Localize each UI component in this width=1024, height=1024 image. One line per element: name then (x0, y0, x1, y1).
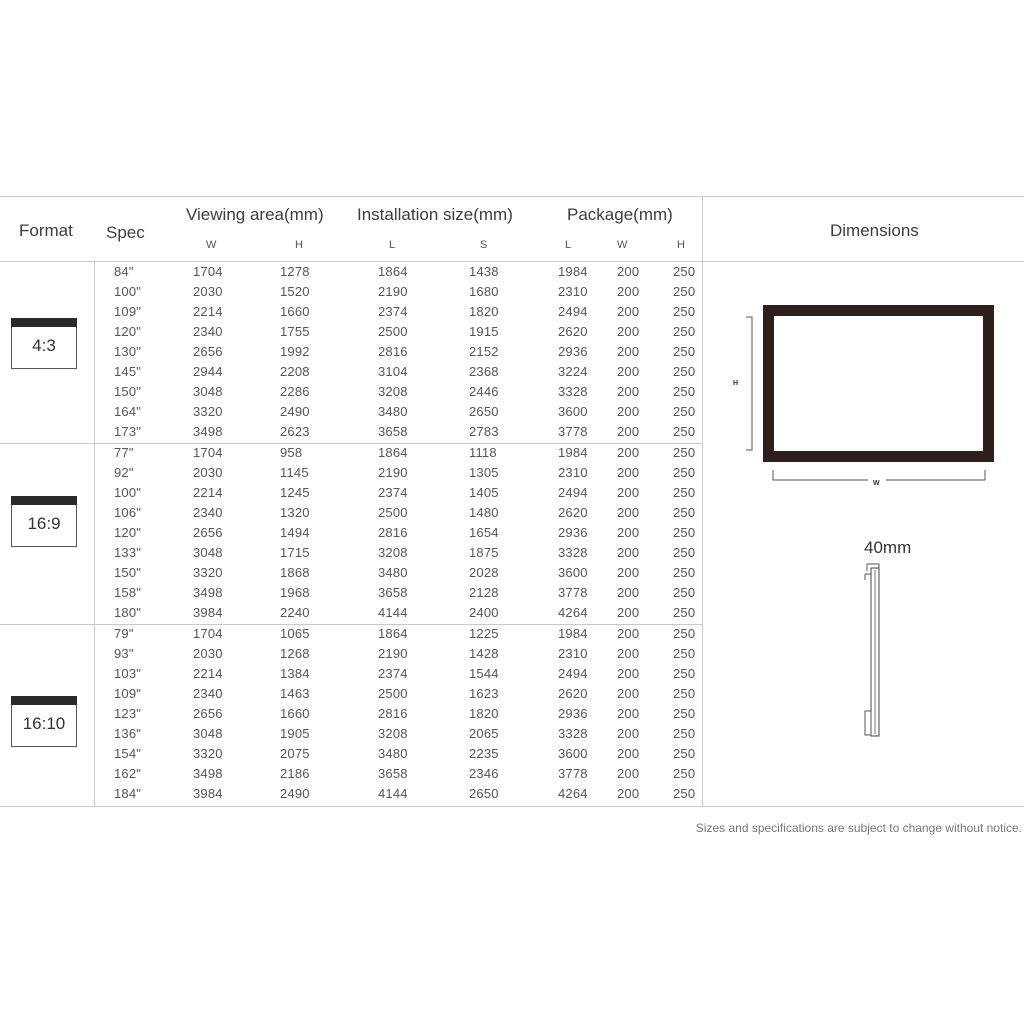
cell-spec: 77" (114, 445, 134, 460)
cell-install-l: 2374 (378, 666, 408, 681)
cell-package-h: 250 (673, 485, 696, 500)
format-label: 16:9 (27, 514, 61, 533)
cell-package-l: 2936 (558, 344, 588, 359)
format-badge-4-3 (11, 318, 77, 369)
cell-package-l: 2310 (558, 465, 588, 480)
cell-install-l: 3658 (378, 585, 408, 600)
subheader-viewing-h: H (295, 239, 303, 251)
cell-package-h: 250 (673, 284, 696, 299)
cell-install-l: 2500 (378, 324, 408, 339)
cell-viewing-h: 2075 (280, 746, 310, 761)
cell-viewing-h: 1320 (280, 505, 310, 520)
cell-package-w: 200 (617, 666, 640, 681)
subheader-viewing-w: W (206, 239, 217, 251)
cell-package-l: 4264 (558, 786, 588, 801)
cell-package-l: 3328 (558, 726, 588, 741)
cell-install-l: 2500 (378, 686, 408, 701)
cell-viewing-h: 2240 (280, 605, 310, 620)
table-top-border (0, 196, 1024, 197)
cell-package-l: 2620 (558, 324, 588, 339)
cell-package-w: 200 (617, 364, 640, 379)
cell-package-l: 3328 (558, 545, 588, 560)
cell-viewing-h: 1905 (280, 726, 310, 741)
cell-package-h: 250 (673, 324, 696, 339)
cell-package-w: 200 (617, 565, 640, 580)
cell-viewing-w: 2340 (193, 505, 223, 520)
cell-spec: 109" (114, 686, 142, 701)
format-badge-16-10 (11, 696, 77, 747)
cell-viewing-w: 3320 (193, 404, 223, 419)
cell-viewing-h: 1868 (280, 565, 310, 580)
cell-spec: 130" (114, 344, 142, 359)
cell-install-s: 1680 (469, 284, 499, 299)
cell-install-l: 4144 (378, 786, 408, 801)
cell-package-h: 250 (673, 304, 696, 319)
cell-install-l: 2374 (378, 304, 408, 319)
cell-install-l: 1864 (378, 264, 408, 279)
cell-install-s: 1915 (469, 324, 499, 339)
cell-install-s: 2065 (469, 726, 499, 741)
cell-spec: 103" (114, 666, 142, 681)
cell-viewing-w: 3048 (193, 726, 223, 741)
cell-install-s: 1305 (469, 465, 499, 480)
cell-package-l: 2620 (558, 505, 588, 520)
cell-spec: 79" (114, 626, 134, 641)
header-package: Package(mm) (567, 205, 673, 224)
cell-package-h: 250 (673, 706, 696, 721)
cell-install-s: 1118 (469, 445, 497, 460)
subheader-package-h: H (677, 239, 685, 251)
cell-package-h: 250 (673, 264, 696, 279)
cell-package-h: 250 (673, 364, 696, 379)
cell-spec: 162" (114, 766, 142, 781)
cell-spec: 106" (114, 505, 142, 520)
screen-viewing-area (774, 316, 983, 451)
cell-install-s: 2235 (469, 746, 499, 761)
cell-package-w: 200 (617, 585, 640, 600)
cell-viewing-w: 2214 (193, 304, 223, 319)
cell-package-l: 3600 (558, 746, 588, 761)
cell-package-w: 200 (617, 505, 640, 520)
cell-install-l: 3480 (378, 746, 408, 761)
group-divider-1 (0, 443, 702, 444)
subheader-install-s: S (480, 239, 488, 251)
footnote: Sizes and specifications are subject to change without notice. (695, 821, 1022, 835)
cell-package-l: 3600 (558, 404, 588, 419)
subheader-install-l: L (389, 239, 396, 251)
cell-viewing-w: 3984 (193, 786, 223, 801)
cell-package-w: 200 (617, 384, 640, 399)
cell-package-l: 2620 (558, 686, 588, 701)
cell-package-w: 200 (617, 264, 640, 279)
cell-install-s: 1438 (469, 264, 499, 279)
format-badge-bar (11, 496, 77, 505)
cell-install-s: 1875 (469, 545, 499, 560)
cell-package-w: 200 (617, 344, 640, 359)
cell-spec: 93" (114, 646, 134, 661)
cell-package-w: 200 (617, 786, 640, 801)
cell-package-l: 3224 (558, 364, 588, 379)
cell-viewing-h: 1968 (280, 585, 310, 600)
cell-spec: 184" (114, 786, 142, 801)
cell-package-h: 250 (673, 384, 696, 399)
cell-viewing-h: 1992 (280, 344, 310, 359)
dimensions-column-divider (702, 196, 703, 807)
cell-package-w: 200 (617, 284, 640, 299)
cell-package-w: 200 (617, 686, 640, 701)
profile-bottom-bracket (865, 711, 871, 735)
cell-package-l: 3778 (558, 424, 588, 439)
cell-package-h: 250 (673, 565, 696, 580)
format-badge-bar (11, 696, 77, 705)
cell-package-h: 250 (673, 505, 696, 520)
cell-viewing-w: 2340 (193, 324, 223, 339)
screen-front-diagram (720, 296, 1010, 496)
cell-spec: 154" (114, 746, 142, 761)
cell-install-s: 1480 (469, 505, 499, 520)
cell-viewing-h: 1494 (280, 525, 310, 540)
cell-viewing-h: 2623 (280, 424, 310, 439)
format-label: 4:3 (32, 336, 56, 355)
cell-viewing-w: 3498 (193, 424, 223, 439)
cell-package-h: 250 (673, 746, 696, 761)
cell-install-l: 3480 (378, 404, 408, 419)
cell-package-w: 200 (617, 304, 640, 319)
cell-spec: 120" (114, 324, 142, 339)
cell-viewing-h: 1520 (280, 284, 310, 299)
height-dimension-line (746, 317, 752, 450)
cell-install-l: 2500 (378, 505, 408, 520)
cell-viewing-h: 1660 (280, 304, 310, 319)
cell-install-s: 1544 (469, 666, 499, 681)
cell-install-s: 2368 (469, 364, 499, 379)
cell-package-l: 2494 (558, 304, 588, 319)
cell-spec: 164" (114, 404, 142, 419)
cell-spec: 158" (114, 585, 142, 600)
cell-viewing-h: 2490 (280, 786, 310, 801)
format-badge-16-9 (11, 496, 77, 547)
cell-viewing-w: 1704 (193, 445, 223, 460)
cell-viewing-w: 2214 (193, 666, 223, 681)
cell-viewing-w: 2340 (193, 686, 223, 701)
subheader-package-l: L (565, 239, 572, 251)
cell-package-h: 250 (673, 726, 696, 741)
cell-install-s: 1405 (469, 485, 499, 500)
cell-package-l: 2936 (558, 706, 588, 721)
cell-package-l: 2936 (558, 525, 588, 540)
cell-viewing-h: 2186 (280, 766, 310, 781)
cell-viewing-h: 2490 (280, 404, 310, 419)
cell-package-l: 3778 (558, 585, 588, 600)
cell-install-l: 3480 (378, 565, 408, 580)
cell-install-s: 1820 (469, 304, 499, 319)
cell-package-h: 250 (673, 646, 696, 661)
header-format: Format (19, 221, 73, 240)
cell-spec: 100" (114, 485, 142, 500)
cell-spec: 123" (114, 706, 142, 721)
cell-package-w: 200 (617, 485, 640, 500)
cell-viewing-h: 1715 (280, 545, 310, 560)
cell-package-w: 200 (617, 324, 640, 339)
cell-spec: 150" (114, 565, 142, 580)
cell-install-l: 3658 (378, 424, 408, 439)
cell-install-l: 3104 (378, 364, 408, 379)
cell-install-l: 3658 (378, 766, 408, 781)
screen-side-profile-diagram (855, 556, 895, 741)
cell-install-l: 2816 (378, 525, 408, 540)
cell-install-l: 2190 (378, 284, 408, 299)
cell-viewing-h: 1065 (280, 626, 310, 641)
cell-spec: 84" (114, 264, 134, 279)
cell-package-w: 200 (617, 525, 640, 540)
cell-spec: 180" (114, 605, 142, 620)
cell-viewing-h: 1268 (280, 646, 310, 661)
cell-install-s: 1428 (469, 646, 499, 661)
cell-package-l: 3328 (558, 384, 588, 399)
header-viewing-area: Viewing area(mm) (186, 205, 324, 224)
height-label: H (733, 380, 739, 387)
cell-package-h: 250 (673, 545, 696, 560)
cell-viewing-w: 3048 (193, 545, 223, 560)
cell-install-s: 2400 (469, 605, 499, 620)
cell-viewing-h: 1463 (280, 686, 310, 701)
cell-spec: 173" (114, 424, 142, 439)
cell-package-h: 250 (673, 424, 696, 439)
cell-install-s: 2128 (469, 585, 499, 600)
profile-top-hook (865, 574, 871, 580)
width-label: W (873, 480, 880, 487)
spec-table (0, 196, 1024, 807)
cell-viewing-w: 3048 (193, 384, 223, 399)
cell-package-w: 200 (617, 424, 640, 439)
header-spec: Spec (106, 223, 145, 242)
cell-package-h: 250 (673, 404, 696, 419)
cell-package-w: 200 (617, 605, 640, 620)
cell-spec: 145" (114, 364, 142, 379)
cell-viewing-h: 2208 (280, 364, 310, 379)
cell-package-l: 4264 (558, 605, 588, 620)
cell-package-h: 250 (673, 786, 696, 801)
cell-package-l: 2310 (558, 284, 588, 299)
cell-spec: 150" (114, 384, 142, 399)
cell-package-w: 200 (617, 746, 640, 761)
cell-install-l: 4144 (378, 605, 408, 620)
depth-label: 40mm (864, 538, 912, 557)
header-installation-size: Installation size(mm) (357, 205, 513, 224)
format-column-divider (94, 261, 95, 806)
cell-viewing-w: 3320 (193, 565, 223, 580)
group-divider-2 (0, 624, 702, 625)
cell-viewing-w: 2030 (193, 465, 223, 480)
cell-install-s: 1820 (469, 706, 499, 721)
cell-install-s: 2346 (469, 766, 499, 781)
cell-viewing-h: 1145 (280, 465, 309, 480)
cell-package-h: 250 (673, 445, 696, 460)
cell-package-h: 250 (673, 686, 696, 701)
cell-spec: 109" (114, 304, 142, 319)
format-label: 16:10 (22, 714, 66, 733)
cell-viewing-h: 1755 (280, 324, 310, 339)
cell-viewing-w: 1704 (193, 264, 223, 279)
header-dimensions: Dimensions (830, 221, 919, 240)
cell-spec: 92" (114, 465, 134, 480)
cell-install-s: 2650 (469, 786, 499, 801)
cell-install-s: 2650 (469, 404, 499, 419)
cell-viewing-h: 1278 (280, 264, 310, 279)
cell-package-h: 250 (673, 766, 696, 781)
cell-spec: 133" (114, 545, 142, 560)
cell-viewing-w: 2656 (193, 706, 223, 721)
cell-install-s: 1623 (469, 686, 499, 701)
cell-install-l: 2190 (378, 646, 408, 661)
cell-viewing-w: 2030 (193, 284, 223, 299)
cell-install-l: 2190 (378, 465, 408, 480)
cell-package-w: 200 (617, 445, 640, 460)
cell-package-w: 200 (617, 545, 640, 560)
cell-viewing-w: 2030 (193, 646, 223, 661)
cell-viewing-h: 2286 (280, 384, 310, 399)
cell-package-l: 2494 (558, 485, 588, 500)
cell-package-h: 250 (673, 525, 696, 540)
cell-package-h: 250 (673, 344, 696, 359)
cell-viewing-w: 2214 (193, 485, 223, 500)
cell-viewing-w: 3498 (193, 766, 223, 781)
cell-install-l: 3208 (378, 384, 408, 399)
cell-package-l: 3600 (558, 565, 588, 580)
cell-install-s: 2783 (469, 424, 499, 439)
cell-install-l: 2374 (378, 485, 408, 500)
cell-install-s: 2028 (469, 565, 499, 580)
subheader-package-w: W (617, 239, 628, 251)
cell-install-s: 1654 (469, 525, 499, 540)
table-bottom-border (0, 806, 1024, 807)
cell-package-h: 250 (673, 626, 696, 641)
cell-package-w: 200 (617, 766, 640, 781)
cell-package-w: 200 (617, 646, 640, 661)
cell-package-h: 250 (673, 585, 696, 600)
header-bottom-border (0, 261, 1024, 262)
cell-viewing-h: 1660 (280, 706, 310, 721)
cell-package-h: 250 (673, 666, 696, 681)
cell-spec: 100" (114, 284, 142, 299)
cell-install-s: 2152 (469, 344, 499, 359)
cell-viewing-w: 2656 (193, 344, 223, 359)
cell-viewing-w: 2656 (193, 525, 223, 540)
cell-viewing-h: 1384 (280, 666, 310, 681)
cell-install-s: 1225 (469, 626, 499, 641)
cell-package-w: 200 (617, 726, 640, 741)
cell-package-l: 1984 (558, 445, 588, 460)
cell-install-l: 1864 (378, 445, 408, 460)
cell-viewing-w: 1704 (193, 626, 223, 641)
cell-package-l: 2310 (558, 646, 588, 661)
cell-viewing-w: 2944 (193, 364, 223, 379)
cell-viewing-w: 3984 (193, 605, 223, 620)
cell-package-l: 1984 (558, 626, 588, 641)
cell-install-l: 3208 (378, 545, 408, 560)
cell-viewing-h: 958 (280, 445, 303, 460)
cell-package-w: 200 (617, 706, 640, 721)
cell-package-h: 250 (673, 605, 696, 620)
cell-install-s: 2446 (469, 384, 499, 399)
cell-viewing-w: 3498 (193, 585, 223, 600)
cell-spec: 136" (114, 726, 142, 741)
cell-package-h: 250 (673, 465, 696, 480)
cell-viewing-h: 1245 (280, 485, 310, 500)
cell-package-w: 200 (617, 465, 640, 480)
cell-package-l: 1984 (558, 264, 588, 279)
cell-package-l: 2494 (558, 666, 588, 681)
format-badge-bar (11, 318, 77, 327)
cell-install-l: 2816 (378, 706, 408, 721)
cell-package-w: 200 (617, 626, 640, 641)
cell-install-l: 3208 (378, 726, 408, 741)
cell-viewing-w: 3320 (193, 746, 223, 761)
cell-package-w: 200 (617, 404, 640, 419)
cell-install-l: 1864 (378, 626, 408, 641)
cell-spec: 120" (114, 525, 142, 540)
cell-package-l: 3778 (558, 766, 588, 781)
cell-install-l: 2816 (378, 344, 408, 359)
